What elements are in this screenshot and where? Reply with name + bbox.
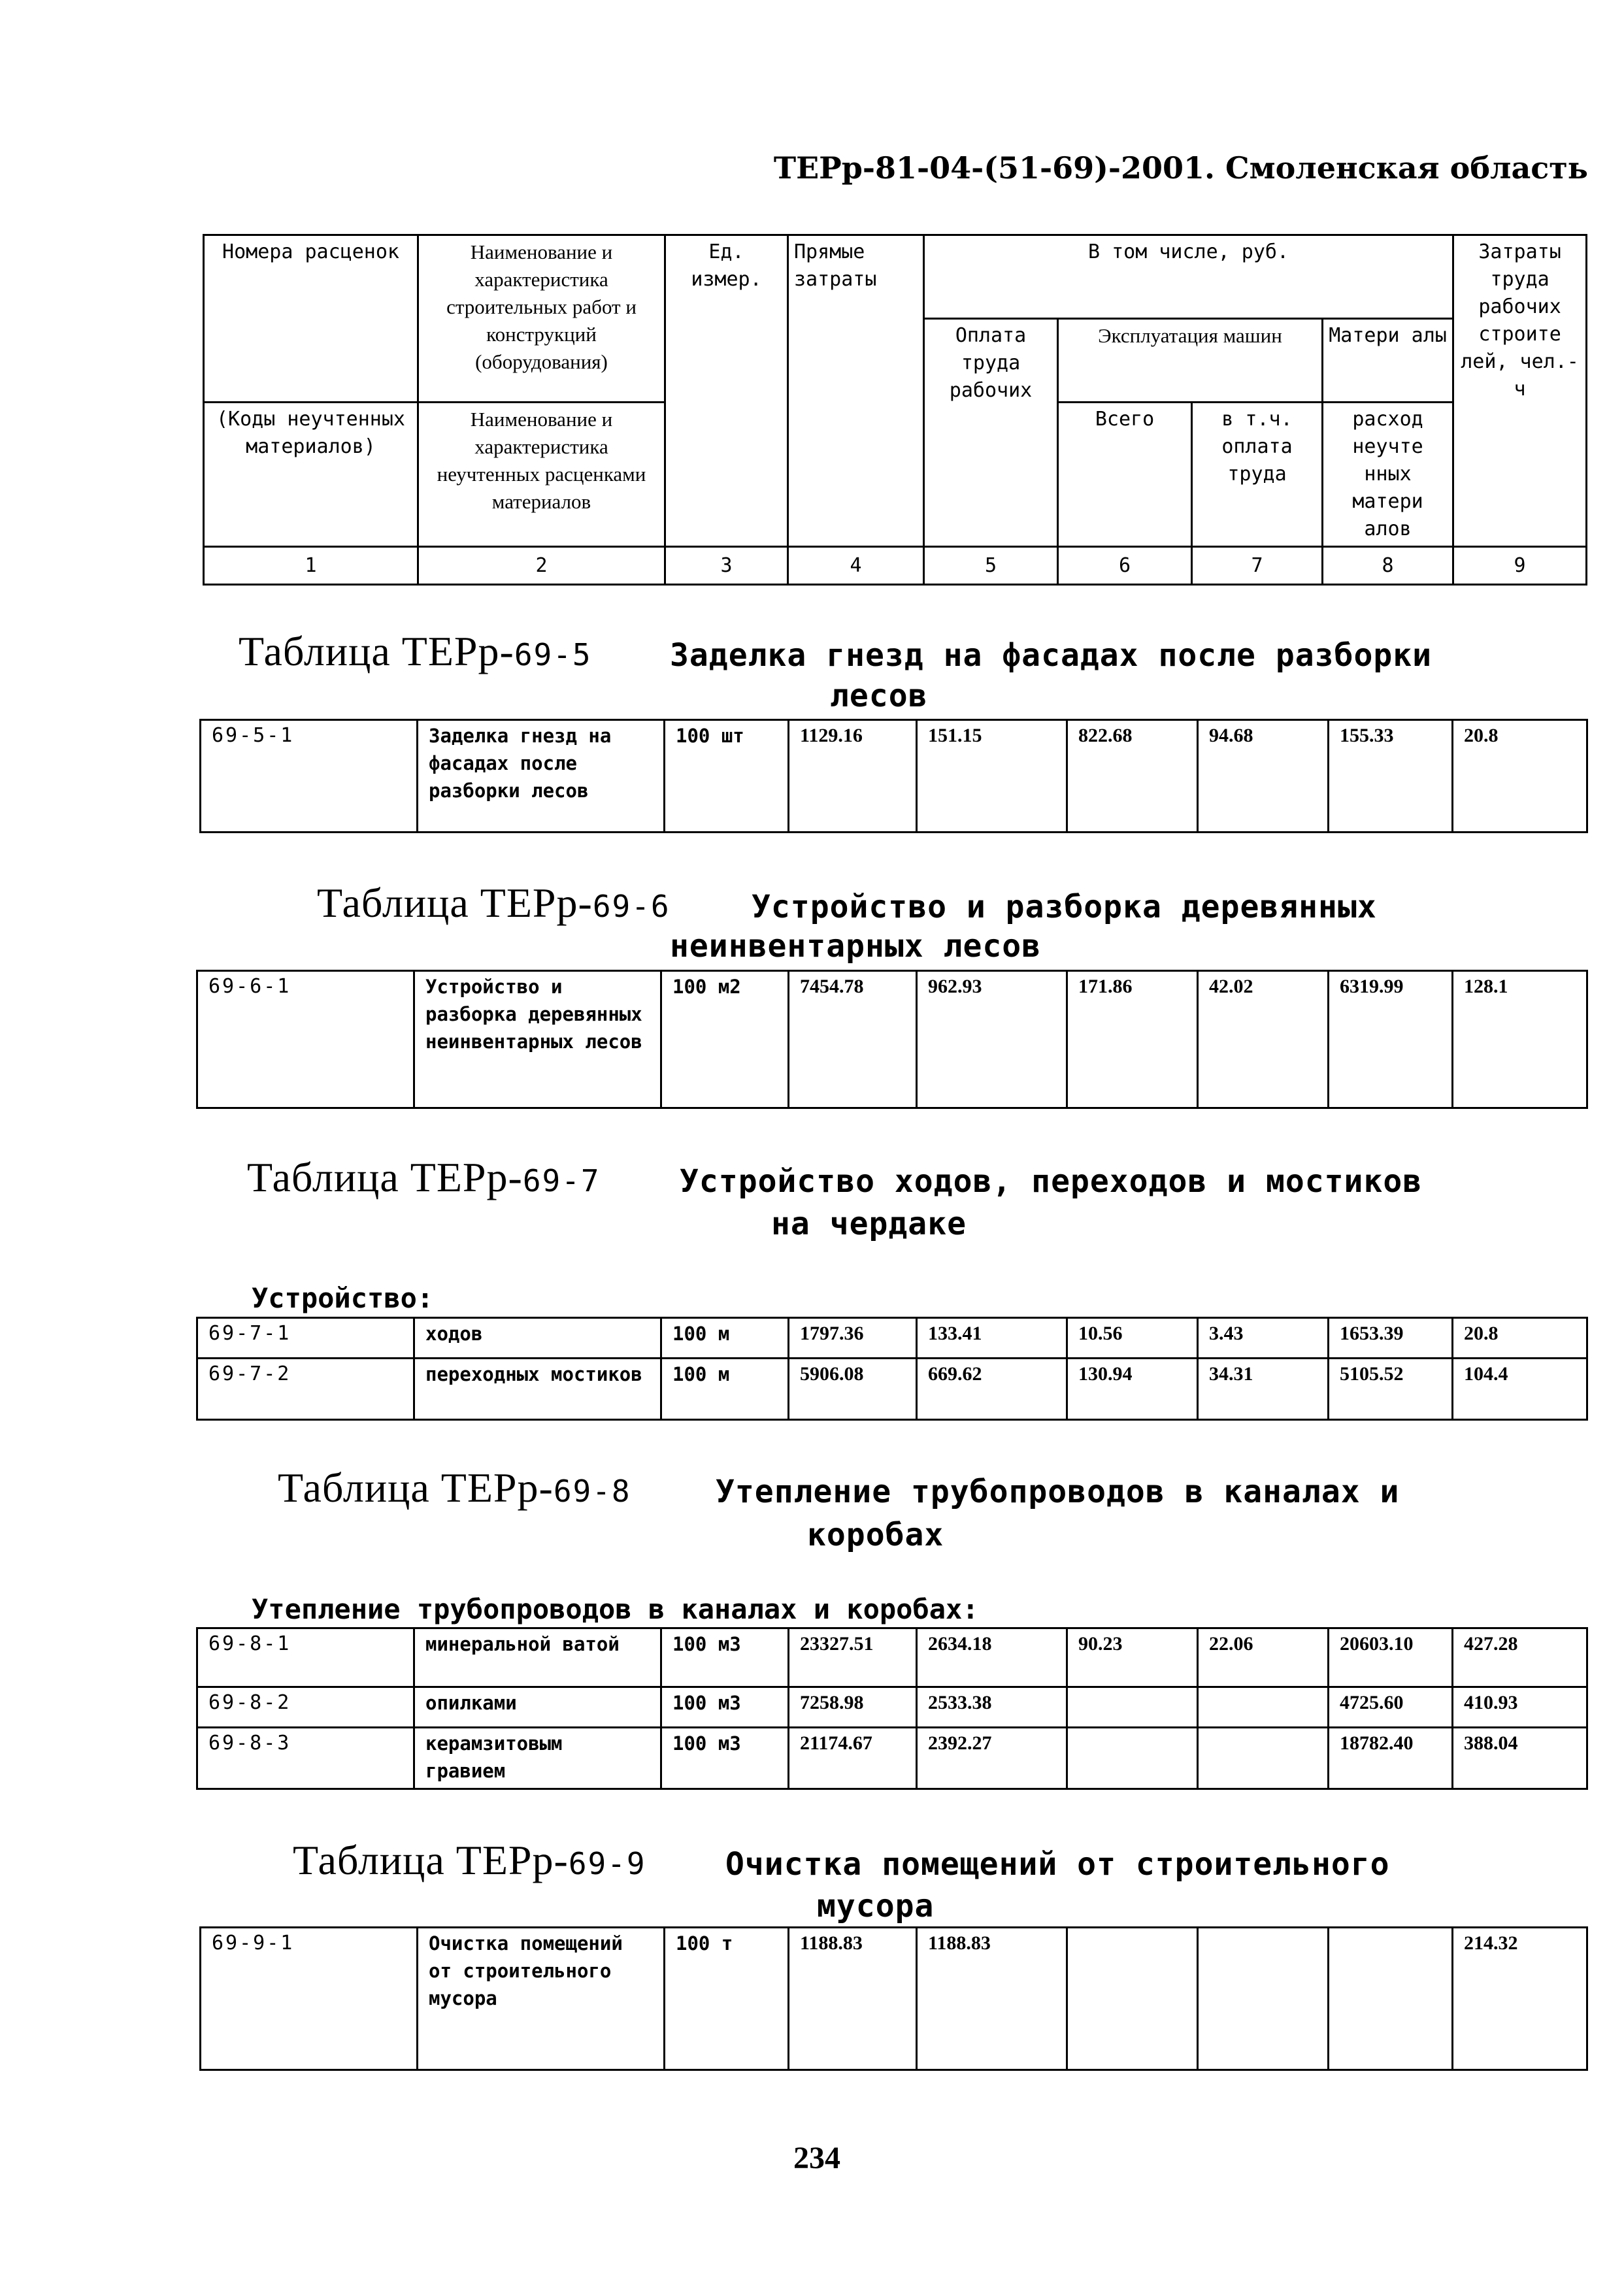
section-title-69-7 — [247, 1153, 601, 1202]
direct-costs: 21174.67 — [789, 1728, 917, 1789]
unit: 100 м2 — [661, 971, 789, 1108]
header-direct-costs: Прямые затраты — [788, 235, 924, 547]
labor-hours: 427.28 — [1453, 1628, 1587, 1687]
labor-pay: 2533.38 — [917, 1687, 1067, 1728]
machines-total: 130.94 — [1067, 1359, 1198, 1420]
unit: 100 м3 — [661, 1628, 789, 1687]
section-name-line1: Очистка помещений от строительного — [725, 1846, 1390, 1883]
rates-table-69-7 — [196, 1317, 1588, 1421]
document-title: ТЕРр-81-04-(51-69)-2001. Смоленская область — [773, 150, 1588, 186]
column-number: 6 — [1058, 547, 1192, 585]
table-code: 69-8 — [553, 1474, 631, 1509]
section-name-line2: мусора — [817, 1888, 935, 1924]
section-name-line2: лесов — [830, 678, 928, 714]
machines-labor: 34.31 — [1198, 1359, 1329, 1420]
section-name-line1: Устройство ходов, переходов и мостиков — [680, 1163, 1423, 1200]
direct-costs: 7454.78 — [789, 971, 917, 1108]
machines-labor — [1198, 1928, 1329, 2070]
section-title-69-5 — [239, 627, 592, 676]
direct-costs: 23327.51 — [789, 1628, 917, 1687]
table-row — [197, 1687, 1587, 1728]
labor-pay: 2392.27 — [917, 1728, 1067, 1789]
rates-table-69-6 — [196, 970, 1588, 1109]
table-label: Таблица ТЕРр- — [278, 1464, 554, 1511]
column-number: 3 — [665, 547, 788, 585]
rate-code: 69-8-1 — [197, 1628, 414, 1687]
work-name: переходных мостиков — [414, 1359, 661, 1420]
section-name-line1: Устройство и разборка деревянных — [752, 889, 1377, 925]
table-label: Таблица ТЕРр- — [317, 880, 593, 926]
rates-table-69-9 — [199, 1926, 1588, 2071]
table-label: Таблица ТЕРр- — [247, 1154, 523, 1200]
table-row — [197, 1728, 1587, 1789]
table-code: 69-6 — [592, 889, 671, 924]
machines-total: 171.86 — [1067, 971, 1198, 1108]
rate-code: 69-5-1 — [201, 720, 418, 833]
rates-table-69-8 — [196, 1627, 1588, 1790]
table-row — [197, 1359, 1587, 1420]
direct-costs: 1129.16 — [789, 720, 917, 833]
materials — [1329, 1928, 1453, 2070]
direct-costs: 5906.08 — [789, 1359, 917, 1420]
labor-hours: 20.8 — [1453, 1318, 1587, 1359]
labor-hours: 104.4 — [1453, 1359, 1587, 1420]
labor-hours: 410.93 — [1453, 1687, 1587, 1728]
direct-costs: 7258.98 — [789, 1687, 917, 1728]
column-number: 8 — [1323, 547, 1453, 585]
column-number: 5 — [924, 547, 1058, 585]
table-row — [197, 1318, 1587, 1359]
header-machines-total: Всего — [1058, 403, 1192, 547]
rate-code: 69-6-1 — [197, 971, 414, 1108]
header-labor-hours: Затраты труда рабочих строите лей, чел.-ч — [1453, 235, 1587, 547]
section-name-line1: Утепление трубопроводов в каналах и — [716, 1474, 1400, 1510]
unit: 100 м3 — [661, 1728, 789, 1789]
subheading-construction: Устройство: — [252, 1282, 434, 1314]
header-materials: Матери алы — [1323, 319, 1453, 403]
materials: 20603.10 — [1329, 1628, 1453, 1687]
labor-pay: 151.15 — [917, 720, 1067, 833]
subheading-insulation: Утепление трубопроводов в каналах и коробах: — [252, 1593, 979, 1625]
column-number: 1 — [204, 547, 418, 585]
table-label: Таблица ТЕРр- — [293, 1837, 569, 1883]
work-name: керамзитовым гравием — [414, 1728, 661, 1789]
section-title-69-8 — [278, 1464, 631, 1512]
materials: 155.33 — [1329, 720, 1453, 833]
labor-pay: 1188.83 — [917, 1928, 1067, 2070]
table-code: 69-7 — [522, 1163, 601, 1198]
materials: 18782.40 — [1329, 1728, 1453, 1789]
section-name-line2: на чердаке — [771, 1206, 967, 1242]
header-material-codes: (Коды неучтенных материалов) — [204, 403, 418, 547]
work-name: Очистка помещений от строительного мусора — [418, 1928, 665, 2070]
machines-labor — [1198, 1687, 1329, 1728]
column-header-table — [203, 234, 1587, 586]
table-row — [201, 1928, 1587, 2070]
machines-total — [1067, 1728, 1198, 1789]
rate-code: 69-9-1 — [201, 1928, 418, 2070]
section-name-line2: коробах — [807, 1517, 944, 1553]
table-code: 69-5 — [514, 637, 592, 672]
unit: 100 м3 — [661, 1687, 789, 1728]
unit: 100 м — [661, 1359, 789, 1420]
section-name-line1: Заделка гнезд на фасадах после разборки — [670, 637, 1433, 674]
machines-total: 10.56 — [1067, 1318, 1198, 1359]
machines-total: 90.23 — [1067, 1628, 1198, 1687]
unit: 100 шт — [665, 720, 789, 833]
work-name: минеральной ватой — [414, 1628, 661, 1687]
work-name: опилками — [414, 1687, 661, 1728]
machines-total — [1067, 1687, 1198, 1728]
machines-total — [1067, 1928, 1198, 2070]
header-unit: Ед. измер. — [665, 235, 788, 547]
machines-total: 822.68 — [1067, 720, 1198, 833]
column-number: 7 — [1192, 547, 1323, 585]
rates-table-69-5 — [199, 719, 1588, 833]
materials: 4725.60 — [1329, 1687, 1453, 1728]
header-labor-pay: Оплата труда рабочих — [924, 319, 1058, 547]
table-label: Таблица ТЕРр- — [239, 628, 514, 674]
work-name: Устройство и разборка деревянных неинвентарных лесов — [414, 971, 661, 1108]
header-material-names: Наименование и характеристика неучтенных расценками материалов — [418, 403, 665, 547]
rate-code: 69-7-2 — [197, 1359, 414, 1420]
rate-code: 69-7-1 — [197, 1318, 414, 1359]
header-machines: Эксплуатация машин — [1058, 319, 1323, 403]
labor-hours: 20.8 — [1453, 720, 1587, 833]
direct-costs: 1797.36 — [789, 1318, 917, 1359]
column-number: 2 — [418, 547, 665, 585]
machines-labor: 22.06 — [1198, 1628, 1329, 1687]
machines-labor: 3.43 — [1198, 1318, 1329, 1359]
column-number: 9 — [1453, 547, 1587, 585]
header-machines-labor: в т.ч. оплата труда — [1192, 403, 1323, 547]
section-title-69-9 — [293, 1836, 646, 1885]
header-rate-numbers: Номера расценок — [204, 235, 418, 403]
unit: 100 т — [665, 1928, 789, 2070]
rate-code: 69-8-3 — [197, 1728, 414, 1789]
labor-pay: 133.41 — [917, 1318, 1067, 1359]
table-row — [201, 720, 1587, 833]
machines-labor: 94.68 — [1198, 720, 1329, 833]
header-including-rub: В том числе, руб. — [924, 235, 1453, 319]
direct-costs: 1188.83 — [789, 1928, 917, 2070]
header-work-name: Наименование и характеристика строительных работ и конструкций (оборудования) — [418, 235, 665, 403]
header-material-consumption: расход неучте нных матери алов — [1323, 403, 1453, 547]
column-number: 4 — [788, 547, 924, 585]
machines-labor: 42.02 — [1198, 971, 1329, 1108]
section-title-69-6 — [317, 879, 671, 927]
materials: 1653.39 — [1329, 1318, 1453, 1359]
table-row — [197, 1628, 1587, 1687]
page-number: 234 — [793, 2141, 840, 2175]
materials: 5105.52 — [1329, 1359, 1453, 1420]
table-code: 69-9 — [568, 1846, 646, 1881]
labor-hours: 214.32 — [1453, 1928, 1587, 2070]
section-name-line2: неинвентарных лесов — [670, 928, 1042, 965]
work-name: Заделка гнезд на фасадах после разборки лесов — [418, 720, 665, 833]
labor-pay: 2634.18 — [917, 1628, 1067, 1687]
rate-code: 69-8-2 — [197, 1687, 414, 1728]
machines-labor — [1198, 1728, 1329, 1789]
unit: 100 м — [661, 1318, 789, 1359]
labor-pay: 669.62 — [917, 1359, 1067, 1420]
labor-pay: 962.93 — [917, 971, 1067, 1108]
work-name: ходов — [414, 1318, 661, 1359]
labor-hours: 128.1 — [1453, 971, 1587, 1108]
labor-hours: 388.04 — [1453, 1728, 1587, 1789]
materials: 6319.99 — [1329, 971, 1453, 1108]
table-row — [197, 971, 1587, 1108]
